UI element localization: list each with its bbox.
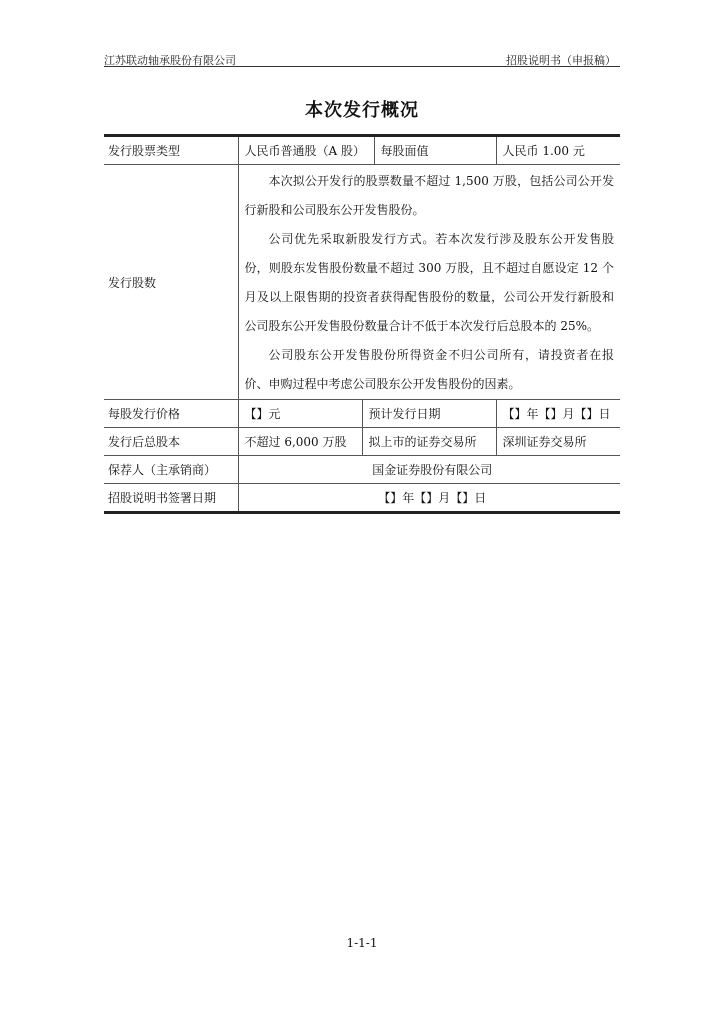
signing-date-label: 招股说明书签署日期 [104, 484, 238, 513]
issue-price-label: 每股发行价格 [104, 400, 238, 428]
table-row [104, 400, 620, 428]
signing-date-value: 【】年【】月【】日 [238, 484, 620, 513]
shares-issued-label: 发行股数 [104, 165, 238, 400]
offering-overview-table [104, 134, 620, 514]
exchange-label: 拟上市的证券交易所 [362, 428, 496, 456]
table-row [104, 484, 620, 513]
table-row [104, 136, 620, 165]
page-title: 本次发行概况 [305, 100, 419, 121]
issue-date-value: 【】年【】月【】日 [496, 400, 620, 428]
description-paragraph: 本次拟公开发行的股票数量不超过 1,500 万股，包括公司公开发行新股和公司股东公开发售股份。 [244, 174, 615, 217]
description-paragraph: 公司优先采取新股发行方式。若本次发行涉及股东公开发售股份，则股东发售股份数量不超过 300 万股，且不超过自愿设定 12 个月及以上限售期的投资者获得配售股份的数量，公司公开发行新股和公司股东公开发售股份数量合计不低于本次发行后总股本的 25%。 [244, 232, 615, 333]
header-rule [104, 66, 620, 67]
header-document-name: 招股说明书（申报稿） [506, 54, 616, 67]
stock-type-label: 发行股票类型 [104, 136, 238, 165]
exchange-value: 深圳证券交易所 [496, 428, 620, 456]
header-company: 江苏联动轴承股份有限公司 [104, 54, 236, 67]
table-row [104, 428, 620, 456]
sponsor-value: 国金证券股份有限公司 [238, 456, 620, 484]
par-value-label: 每股面值 [374, 136, 496, 165]
page-number: 1-1-1 [346, 936, 378, 950]
stock-type-value: 人民币普通股（A 股） [238, 136, 374, 165]
issue-date-label: 预计发行日期 [362, 400, 496, 428]
sponsor-label: 保荐人（主承销商） [104, 456, 238, 484]
description-paragraph: 公司股东公开发售股份所得资金不归公司所有，请投资者在报价、申购过程中考虑公司股东公开发售股份的因素。 [244, 348, 615, 391]
par-value-value: 人民币 1.00 元 [496, 136, 620, 165]
total-shares-value: 不超过 6,000 万股 [238, 428, 362, 456]
shares-issued-description [238, 165, 620, 400]
issue-price-value: 【】元 [238, 400, 362, 428]
table-row [104, 456, 620, 484]
total-shares-label: 发行后总股本 [104, 428, 238, 456]
table-row [104, 165, 620, 400]
